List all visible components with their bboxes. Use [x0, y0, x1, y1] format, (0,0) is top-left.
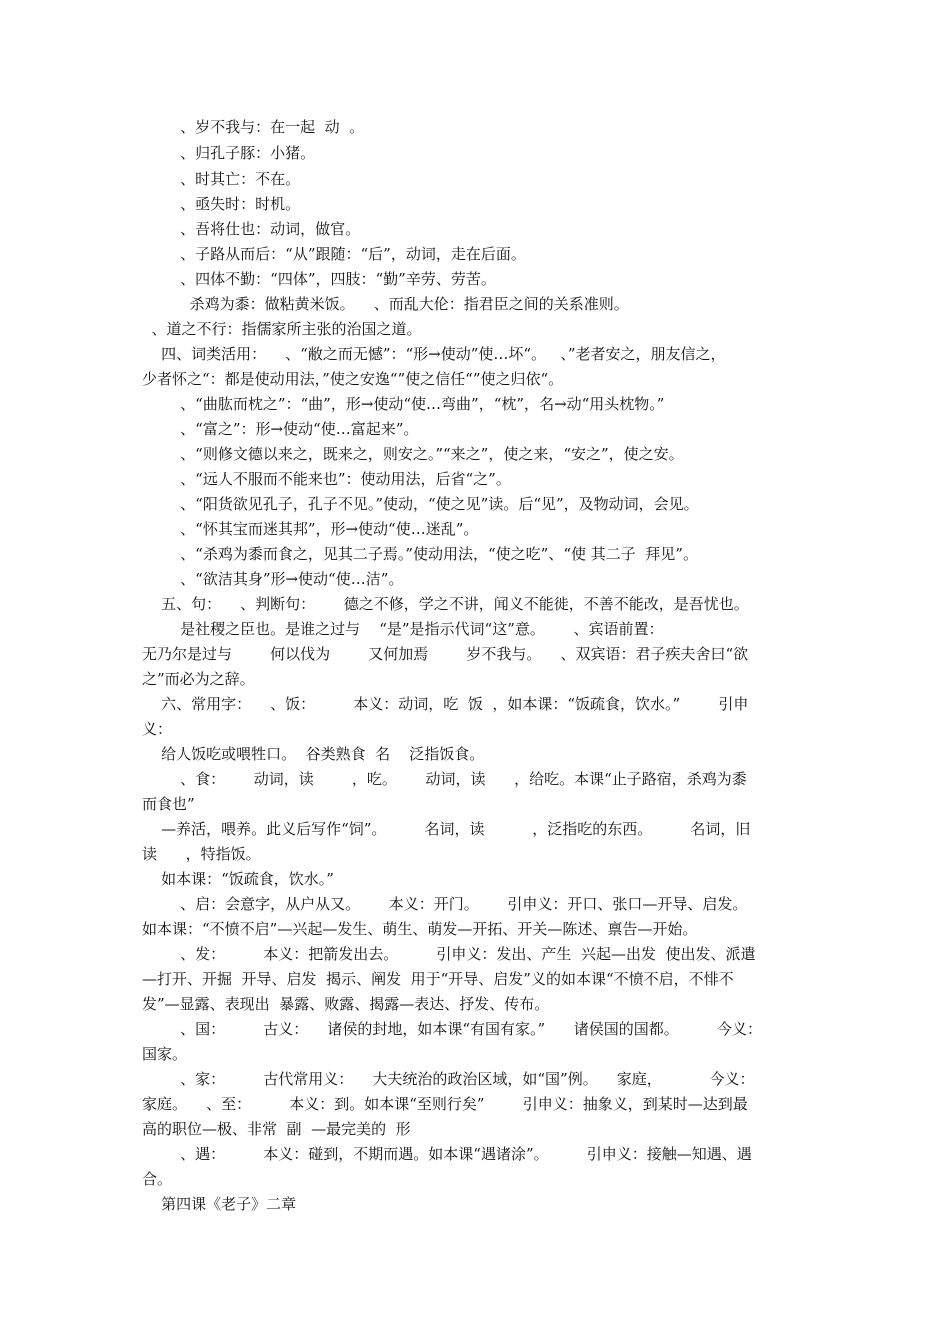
text-line: 而食也” — [142, 795, 195, 813]
text-line: 发”—显露、表现出 暴露、败露、揭露—表达、抒发、传布。 — [142, 995, 550, 1013]
text-line: 、“阳货欲见孔子，孔子不见。”使动，“使之见”读。后“见”，及物动词，会见。 — [142, 495, 699, 513]
text-line: 如本课：“不愤不启”—兴起—发生、萌生、萌发—开拓、开关—陈述、禀告—开始。 — [142, 920, 698, 938]
section-heading: 六、常用字： 、饭： 本义：动词，吃 饭 ，如本课：“饭疏食，饮水。” 引申 — [142, 695, 749, 713]
lesson-heading: 第四课《老子》二章 — [142, 1195, 297, 1213]
text-line: 是社稷之臣也。是谁之过与 “是”是指示代词“这”意。 、宾语前置： — [142, 620, 664, 638]
text-line: 、遇： 本义：碰到，不期而遇。如本课“遇诸涂”。 引申义：接触—知遇、遇 — [142, 1145, 752, 1163]
text-line: 、“怀其宝而迷其邦”，形→使动“使…迷乱”。 — [142, 520, 479, 538]
text-line: 、食： 动词，读 ，吃。 动词，读 ，给吃。本课“止子路宿，杀鸡为黍 — [142, 770, 747, 788]
text-line: 之”而必为之辞。 — [142, 670, 255, 688]
text-line: 、发： 本义：把箭发出去。 引申义：发出、产生 兴起—出发 使出发、派遣 — [142, 945, 756, 963]
text-line: 家庭。 、至： 本义：到。如本课“至则行矣” 引申义：抽象义，到某时—达到最 — [142, 1095, 748, 1113]
text-line: 给人饭吃或喂牲口。 谷类熟食 名 泛指饭食。 — [142, 745, 485, 763]
text-line: 、亟失时：时机。 — [142, 195, 301, 213]
section-heading: 四、词类活用： 、“敝之而无憾”：“形→使动”使…坏“。 、”老者安之，朋友信之， — [142, 345, 726, 363]
text-line: 杀鸡为黍：做粘黄米饭。 、而乱大伦：指君臣之间的关系准则。 — [142, 295, 629, 313]
text-line: 、岁不我与：在一起 动 。 — [142, 118, 365, 136]
text-line: 如本课：“饭疏食，饮水。” — [142, 870, 334, 888]
text-line: 读 ，特指饭。 — [142, 845, 261, 863]
text-line: 、启：会意字，从户从又。 本义：开门。 引申义：开口、张口—开导、启发。 — [142, 895, 748, 913]
text-line: 、“富之”：形→使动“使…富起来”。 — [142, 420, 419, 438]
text-line: —养活，喂养。此义后写作“饲”。 名词，读 ，泛指吃的东西。 名词，旧 — [142, 820, 751, 838]
text-line: 合。 — [142, 1170, 173, 1188]
text-line: 、“欲洁其身”形→使动“使…洁”。 — [142, 570, 404, 588]
text-line: 、道之不行：指儒家所主张的治国之道。 — [142, 320, 422, 338]
text-line: 、家： 古代常用义： 大夫统治的政治区域，如“国”例。 家庭， 今义： — [142, 1070, 755, 1088]
text-line: 、四体不勤：“四体”，四肢：“勤”辛劳、劳苦。 — [142, 270, 496, 288]
text-line: 、“则修文德以来之，既来之，则安之。”“来之”，使之来，“安之”，使之安。 — [142, 445, 684, 463]
text-line: —打开、开掘 开导、启发 揭示、阐发 用于“开导、启发”义的如本课“不愤不启，不悱不 — [142, 970, 734, 988]
text-line: 、吾将仕也：动词，做官。 — [142, 220, 361, 238]
text-line: 、“远人不服而不能来也”：使动用法，后省“之”。 — [142, 470, 511, 488]
text-line: 、“曲肱而枕之”：“曲”，形→使动“使…弯曲”，“枕”，名→动“用头枕物。” — [142, 395, 665, 413]
text-line: 义： — [142, 720, 173, 738]
text-line: 少者怀之“：都是使动用法，”使之安逸“”使之信任“”使之归依“。 — [142, 370, 564, 388]
text-line: 、国： 古义： 诸侯的封地，如本课“有国有家。” 诸侯国的国都。 今义： — [142, 1020, 762, 1038]
text-line: 、“杀鸡为黍而食之，见其二子焉。”使动用法，“使之吃”、“使 其二子 拜见”。 — [142, 545, 698, 563]
text-line: 国家。 — [142, 1045, 188, 1063]
text-line: 、时其亡：不在。 — [142, 170, 301, 188]
text-line: 高的职位—极、非常 副 —最完美的 形 — [142, 1120, 411, 1138]
text-line: 、子路从而后：“从”跟随：“后”，动词，走在后面。 — [142, 245, 526, 263]
text-line: 、归孔子豚：小猪。 — [142, 144, 316, 162]
section-heading: 五、句： 、判断句： 德之不修，学之不讲，闻义不能徙，不善不能改，是吾忧也。 — [142, 595, 749, 613]
text-line: 无乃尔是过与 何以伐为 又何加焉 岁不我与。 、双宾语：君子疾夫舍曰“欲 — [142, 645, 749, 663]
